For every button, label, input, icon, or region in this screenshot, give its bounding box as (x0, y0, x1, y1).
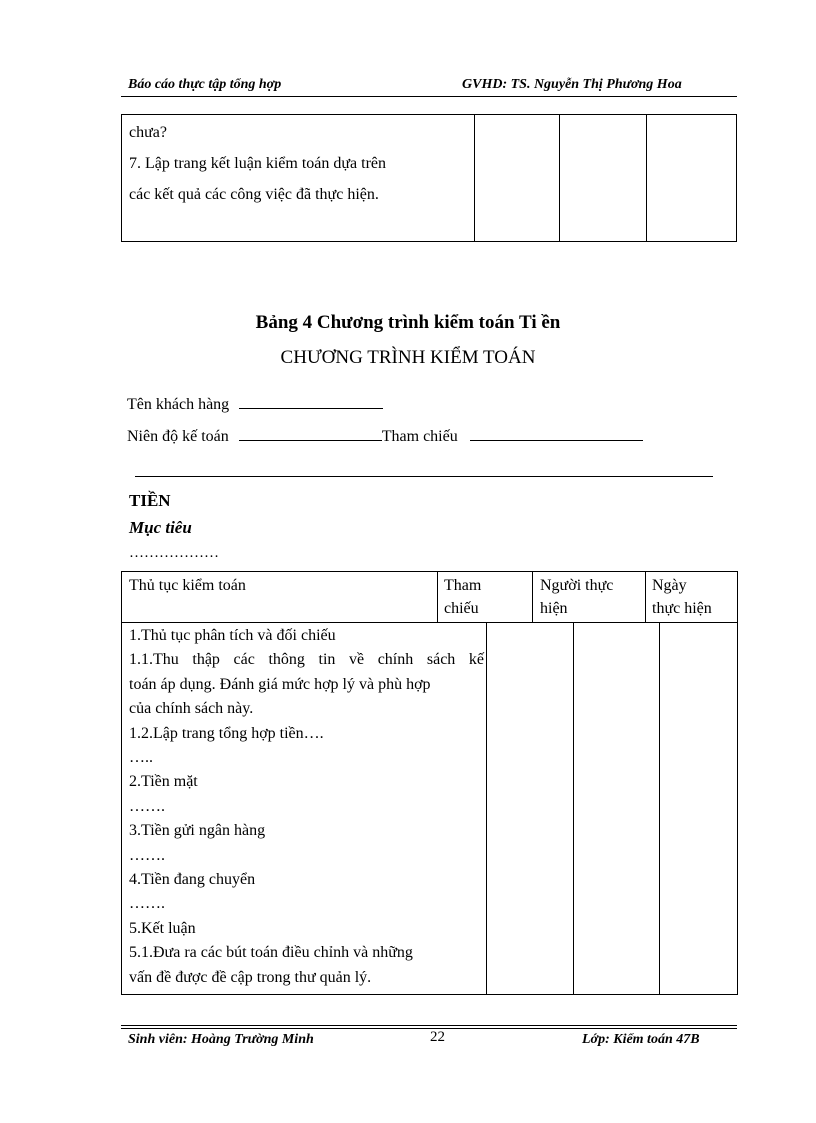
procedure-line: ……. (129, 895, 165, 913)
table-caption: Bảng 4 Chương trình kiểm toán Ti ền (255, 312, 561, 333)
header-report-title: Báo cáo thực tập tổng hợp (128, 77, 282, 92)
header-supervisor: GVHD: TS. Nguyễn Thị Phương Hoa (462, 77, 682, 92)
header-reference (444, 574, 481, 620)
continuation-table (121, 114, 737, 242)
table-divider (559, 115, 560, 241)
client-name-label: Tên khách hàng (127, 396, 230, 413)
table-line: các kết quả các công việc đã thực hiện. (129, 186, 379, 203)
table-line: chưa? (129, 124, 167, 141)
objective-value: ……………… (129, 545, 219, 561)
audit-program-table (121, 571, 738, 995)
separator-line (135, 476, 713, 477)
procedure-line: ……. (129, 846, 165, 864)
header-line: hiện (540, 600, 568, 617)
procedure-line: vấn đề được đề cập trong thư quản lý. (129, 968, 372, 986)
footer-rule (121, 1028, 737, 1029)
header-line: Tham (444, 577, 482, 594)
reference-label: Tham chiếu (381, 428, 458, 445)
header-divider (437, 572, 438, 622)
continuation-procedure-cell (129, 117, 386, 210)
footer-rule (121, 1025, 737, 1026)
procedure-line: 2.Tiền mặt (129, 773, 198, 791)
procedure-line: 1.Thủ tục phân tích và đối chiếu (129, 627, 336, 644)
table-line: 7. Lập trang kết luận kiểm toán dựa trên (129, 155, 387, 172)
body-divider (486, 622, 487, 994)
header-line: Ngày (652, 577, 687, 594)
procedure-line: 1.2.Lập trang tổng hợp tiền…. (129, 724, 324, 742)
body-divider (659, 622, 660, 994)
procedure-line: ….. (129, 749, 153, 767)
objective-label: Mục tiêu (129, 518, 192, 537)
header-procedure: Thủ tục kiểm toán (129, 577, 246, 594)
table-divider (474, 115, 475, 241)
fiscal-period-field[interactable] (239, 426, 382, 441)
procedure-list (129, 624, 484, 990)
header-date (652, 574, 712, 620)
body-divider (573, 622, 574, 994)
client-name-row (127, 394, 383, 414)
header-rule (121, 96, 737, 97)
procedure-line: 4.Tiền đang chuyển (129, 871, 256, 889)
section-heading: TIỀN (129, 491, 171, 510)
header-divider (532, 572, 533, 622)
reference-field[interactable] (470, 426, 643, 441)
procedure-line: 5.1.Đưa ra các bút toán điều chỉnh và những (129, 944, 413, 962)
footer-class: Lớp: Kiểm toán 47B (582, 1032, 700, 1047)
procedure-line: 1.1.Thu thập các thông tin về chính sách kế (129, 651, 484, 669)
header-line: chiếu (444, 600, 479, 617)
header-bottom-border (122, 622, 737, 623)
procedure-line: của chính sách này. (129, 700, 254, 718)
procedure-line: 3.Tiền gửi ngân hàng (129, 822, 266, 840)
procedure-line: toán áp dụng. Đánh giá mức hợp lý và phù hợp (129, 675, 431, 693)
header-line: thực hiện (652, 600, 712, 617)
fiscal-period-label: Niên độ kế toán (127, 428, 229, 445)
table-divider (646, 115, 647, 241)
header-divider (645, 572, 646, 622)
client-name-field[interactable] (239, 394, 383, 409)
header-performer (540, 574, 613, 620)
fiscal-period-row (127, 426, 643, 446)
page-number: 22 (430, 1029, 445, 1045)
header-line: Người thực (540, 577, 614, 594)
program-heading: CHƯƠNG TRÌNH KIỂM TOÁN (280, 347, 536, 368)
footer-student: Sinh viên: Hoàng Trường Minh (128, 1032, 314, 1047)
procedure-line: ……. (129, 797, 165, 815)
procedure-line: 5.Kết luận (129, 919, 196, 937)
